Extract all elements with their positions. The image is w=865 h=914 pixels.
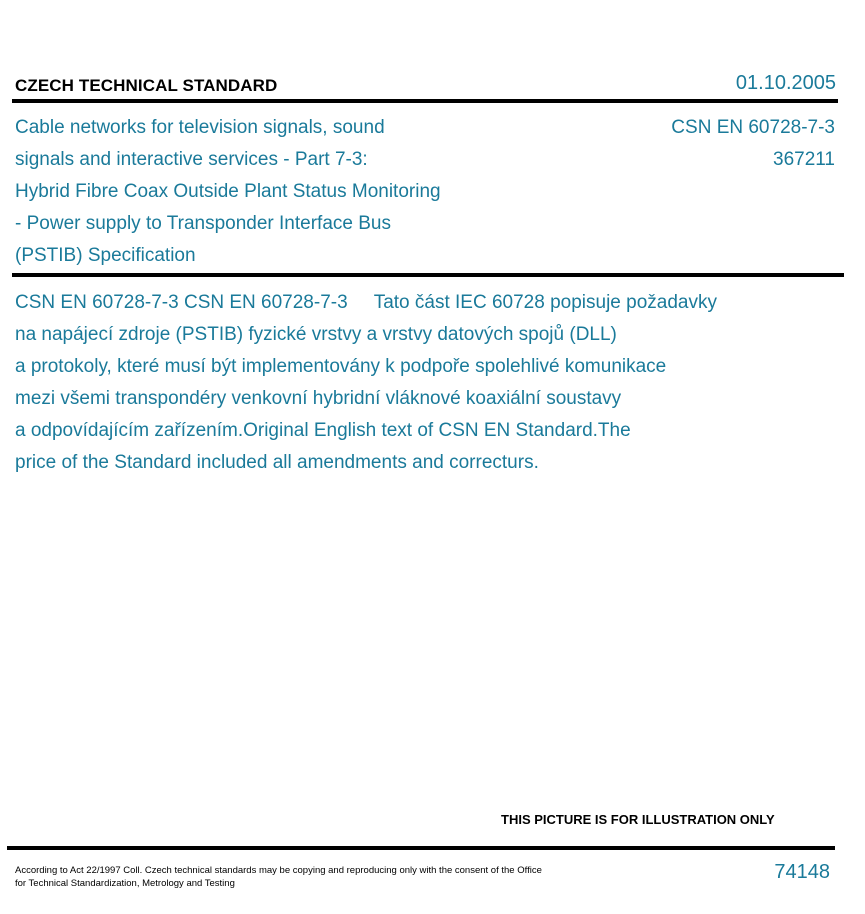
standard-title bbox=[15, 112, 515, 272]
copyright-line: According to Act 22/1997 Coll. Czech technical standards may be copying and reproducing only with the consent of the Office bbox=[15, 865, 542, 876]
standard-identifiers bbox=[671, 112, 835, 176]
product-id: 74148 bbox=[774, 861, 830, 883]
illustration-disclaimer: THIS PICTURE IS FOR ILLUSTRATION ONLY bbox=[501, 812, 775, 827]
document-type-label: CZECH TECHNICAL STANDARD bbox=[15, 76, 278, 95]
title-line: Hybrid Fibre Coax Outside Plant Status Monitoring bbox=[15, 181, 441, 202]
publication-date: 01.10.2005 bbox=[735, 72, 836, 94]
description-line: a protokoly, které musí být implementovány k podpoře spolehlivé komunikace bbox=[15, 356, 667, 377]
title-divider bbox=[12, 273, 844, 277]
standard-code: CSN EN 60728-7-3 bbox=[671, 117, 835, 138]
copyright-notice bbox=[15, 864, 615, 890]
description-line: a odpovídajícím zařízením.Original English text of CSN EN Standard.The bbox=[15, 420, 631, 441]
header-divider bbox=[12, 99, 838, 103]
title-line: Cable networks for television signals, sound bbox=[15, 117, 385, 138]
footer-divider bbox=[7, 846, 835, 850]
copyright-line: for Technical Standardization, Metrology and Testing bbox=[15, 878, 235, 889]
classification-number: 367211 bbox=[773, 149, 835, 170]
standard-description bbox=[15, 287, 835, 479]
description-line: price of the Standard included all amendments and correcturs. bbox=[15, 452, 539, 473]
title-line: (PSTIB) Specification bbox=[15, 245, 196, 266]
description-line: mezi všemi transpondéry venkovní hybridní vláknové koaxiální soustavy bbox=[15, 388, 622, 409]
title-line: - Power supply to Transponder Interface Bus bbox=[15, 213, 391, 234]
description-line: CSN EN 60728-7-3 CSN EN 60728-7-3 Tato část IEC 60728 popisuje požadavky bbox=[15, 292, 717, 313]
title-line: signals and interactive services - Part 7-3: bbox=[15, 149, 368, 170]
description-line: na napájecí zdroje (PSTIB) fyzické vrstvy a vrstvy datových spojů (DLL) bbox=[15, 324, 617, 345]
